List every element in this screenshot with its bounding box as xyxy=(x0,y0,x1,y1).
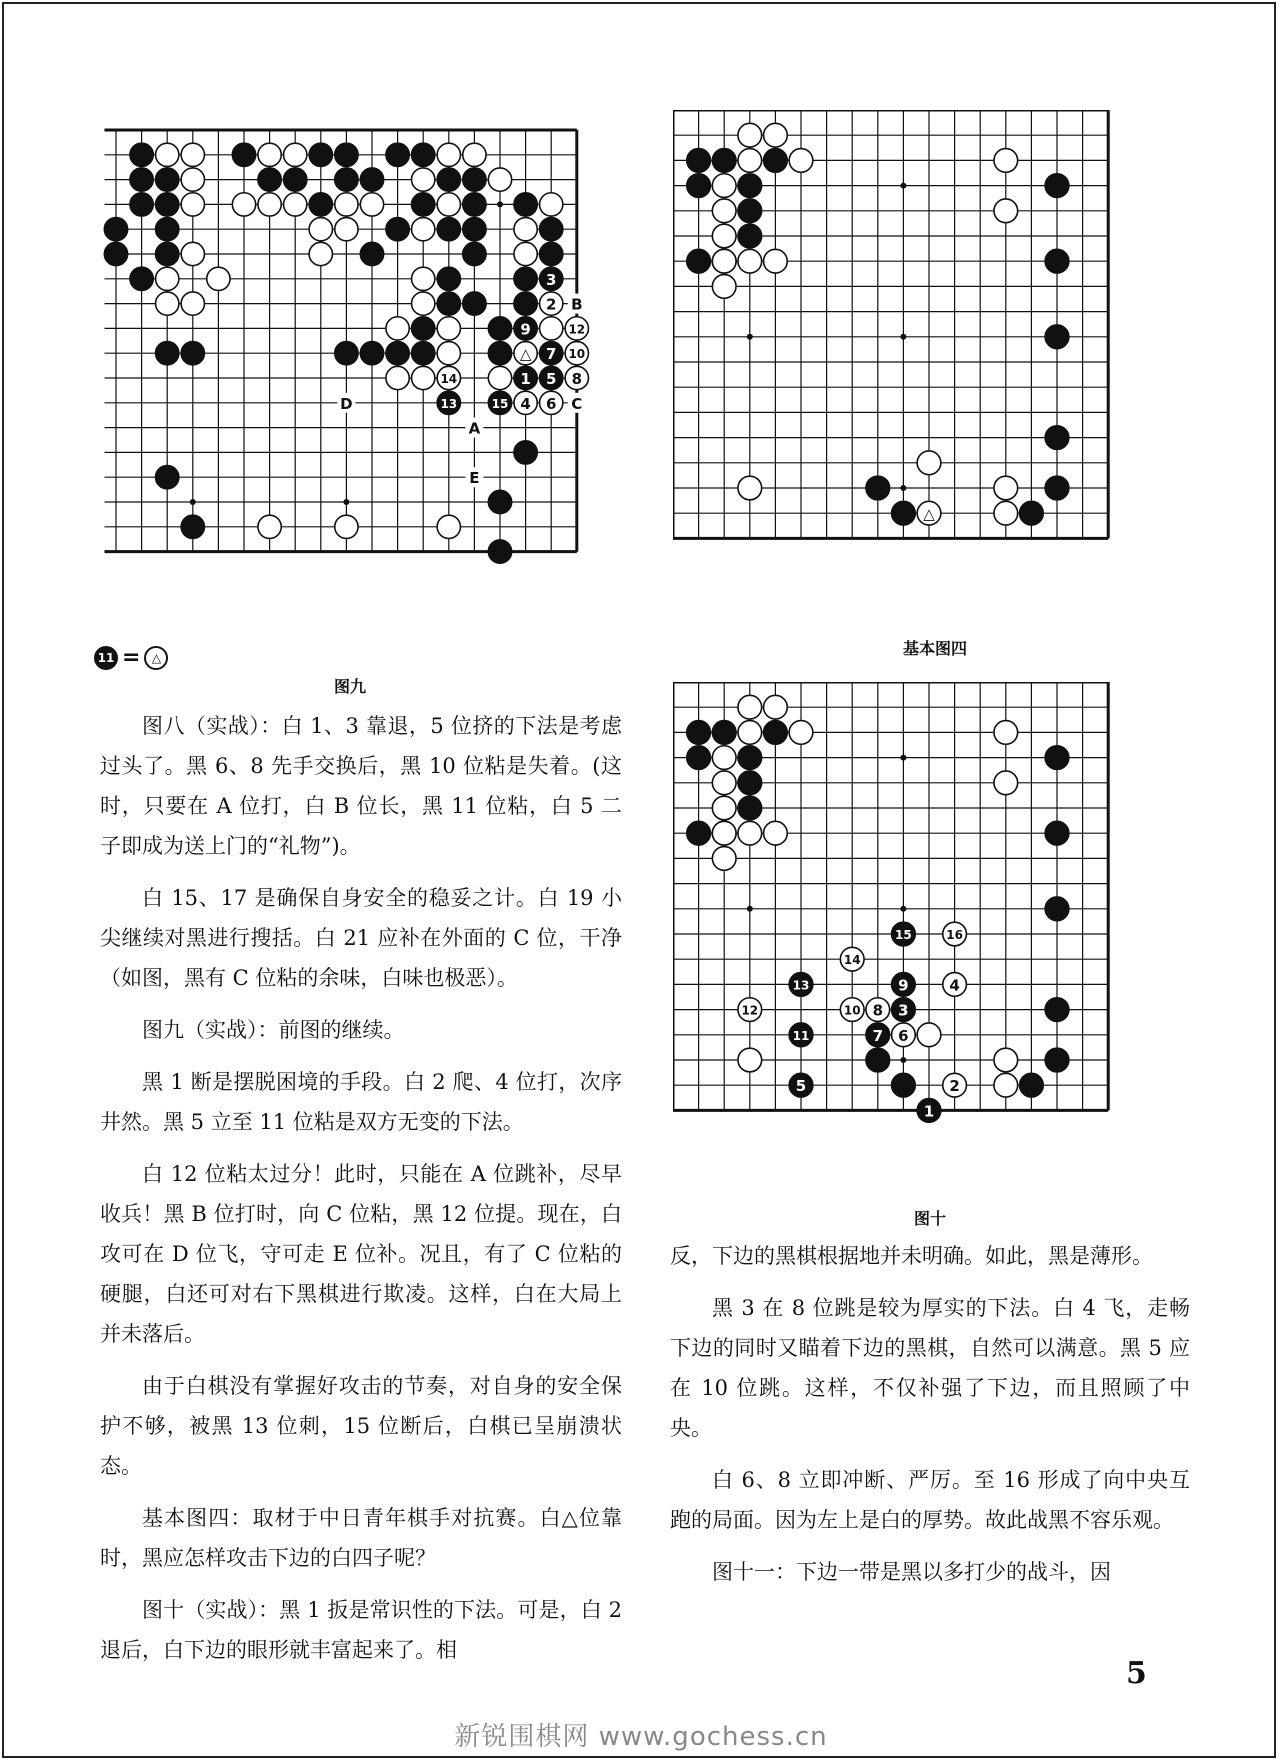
white-stone xyxy=(738,821,762,845)
black-stone xyxy=(156,168,179,191)
stone-number: 7 xyxy=(872,1026,884,1045)
black-stone xyxy=(181,515,204,538)
white-stone xyxy=(309,218,332,241)
stone-number: 7 xyxy=(545,345,557,364)
black-stone xyxy=(156,242,179,265)
left-paragraph-4: 黑 1 断是摆脱困境的手段。白 2 爬、4 位打，次序井然。黑 5 立至 11 位粘是双方无变的下法。 xyxy=(100,1070,622,1134)
left-text-column xyxy=(100,706,622,1682)
black-stone xyxy=(386,342,409,365)
black-stone xyxy=(335,168,358,191)
white-stone xyxy=(386,317,409,340)
black-stone xyxy=(412,193,435,216)
black-stone xyxy=(892,1073,916,1097)
black-stone xyxy=(866,1048,890,1072)
white-stone xyxy=(712,847,736,871)
black-stone xyxy=(130,267,153,290)
white-stone xyxy=(764,123,788,147)
white-stone xyxy=(712,771,736,795)
board-label-D: D xyxy=(340,394,353,413)
note-triangle-stone: △ xyxy=(144,646,168,670)
star-point xyxy=(900,183,906,189)
black-stone xyxy=(130,193,153,216)
white-stone xyxy=(437,342,460,365)
right-paragraph-1: 反，下边的黑棋根据地并未明确。如此，黑是薄形。 xyxy=(670,1244,1153,1268)
white-stone xyxy=(412,292,435,315)
go-board-basic-figure-4 xyxy=(673,110,1193,620)
left-paragraph-2: 白 15、17 是确保自身安全的稳妥之计。白 19 小尖继续对黑进行搜括。白 21 应补在外面的 C 位，干净（如图，黑有 C 位粘的余味，白味也极恶）。 xyxy=(100,886,622,990)
board-label-E: E xyxy=(469,469,480,488)
board-grid xyxy=(104,130,576,552)
white-stone xyxy=(738,249,762,273)
black-stone xyxy=(1045,1048,1069,1072)
stone-number: 8 xyxy=(571,370,583,388)
black-stone xyxy=(335,143,358,166)
white-stone xyxy=(437,143,460,166)
white-stone xyxy=(994,476,1018,500)
white-stone xyxy=(994,1073,1018,1097)
black-stone xyxy=(104,242,127,265)
black-stone xyxy=(309,143,332,166)
stone-number: 16 xyxy=(946,928,963,942)
stone-number: 2 xyxy=(949,1077,960,1096)
stone-number: 14 xyxy=(843,953,861,968)
stone-number: 15 xyxy=(895,928,912,942)
black-stone xyxy=(284,168,307,191)
star-point xyxy=(900,1057,906,1063)
star-point xyxy=(747,334,753,340)
board-label-B: B xyxy=(571,295,583,314)
black-stone xyxy=(130,143,153,166)
white-stone xyxy=(412,366,435,389)
black-stone xyxy=(738,224,762,248)
black-stone xyxy=(181,342,204,365)
white-stone xyxy=(412,267,435,290)
note-equals: = xyxy=(122,645,141,670)
black-stone xyxy=(687,821,711,845)
star-point xyxy=(900,485,906,491)
stone-number: 2 xyxy=(545,295,557,314)
black-stone xyxy=(1045,249,1069,273)
stone-number: 1 xyxy=(923,1102,935,1121)
white-stone xyxy=(335,515,358,538)
white-stone xyxy=(514,242,537,265)
black-stone xyxy=(488,490,511,513)
black-stone xyxy=(437,292,460,315)
board-grid xyxy=(673,682,1108,1110)
figure-10-caption: 图十 xyxy=(913,1209,946,1228)
left-paragraph-7: 基本图四：取材于中日青年棋手对抗赛。白△位靠时，黑应怎样攻击下边的白四子呢？ xyxy=(100,1506,622,1570)
stone-number: 11 xyxy=(792,1028,810,1043)
black-stone xyxy=(488,540,511,563)
stone-number: 3 xyxy=(545,270,557,289)
black-stone xyxy=(892,501,916,525)
right-paragraph-4: 图十一：下边一带是黑以多打少的战斗，因 xyxy=(712,1560,1111,1584)
stone-number: 8 xyxy=(872,1001,884,1020)
white-stone xyxy=(360,193,383,216)
note-black-stone: 11 xyxy=(94,646,118,670)
black-stone xyxy=(687,746,711,770)
black-stone xyxy=(463,218,486,241)
black-stone xyxy=(156,218,179,241)
white-stone xyxy=(488,366,511,389)
black-stone xyxy=(258,168,281,191)
black-stone xyxy=(687,149,711,173)
white-stone xyxy=(738,721,762,745)
black-stone xyxy=(1045,998,1069,1022)
white-stone xyxy=(712,249,736,273)
white-stone xyxy=(463,143,486,166)
board-label-C: C xyxy=(571,394,583,413)
black-stone xyxy=(687,174,711,198)
figure-9-caption: 图九 xyxy=(333,677,366,696)
black-stone xyxy=(463,193,486,216)
black-stone xyxy=(1045,897,1069,921)
black-stone xyxy=(463,292,486,315)
black-stone xyxy=(412,143,435,166)
white-stone xyxy=(309,242,332,265)
left-paragraph-1: 图八（实战）：白 1、3 靠退，5 位挤的下法是考虑过头了。黑 6、8 先手交换后，黑 10 位粘是失着。(这时，只要在 A 位打，白 B 位长，黑 11 位粘，白 5 二子即成为送上门的“礼物”)。 xyxy=(100,714,622,858)
stone-number: 12 xyxy=(568,322,586,337)
white-stone xyxy=(181,168,204,191)
black-stone xyxy=(1045,174,1069,198)
star-point xyxy=(497,201,503,207)
footer-watermark: 新锐围棋网 www.gochess.cn xyxy=(454,1722,828,1752)
white-stone xyxy=(789,721,813,745)
white-stone xyxy=(994,149,1018,173)
black-stone xyxy=(412,317,435,340)
white-stone xyxy=(738,1048,762,1072)
star-point xyxy=(900,334,906,340)
black-stone xyxy=(463,242,486,265)
black-stone xyxy=(104,218,127,241)
white-stone xyxy=(412,168,435,191)
black-stone xyxy=(540,242,563,265)
black-stone xyxy=(386,218,409,241)
black-stone xyxy=(712,149,736,173)
black-stone xyxy=(712,721,736,745)
white-stone xyxy=(738,123,762,147)
white-stone xyxy=(514,218,537,241)
white-stone xyxy=(284,193,307,216)
right-paragraph-3: 白 6、8 立即冲断、严厉。至 16 形成了向中央互跑的局面。因为左上是白的厚势。故此战黑不容乐观。 xyxy=(670,1468,1190,1532)
black-stone xyxy=(437,218,460,241)
white-stone xyxy=(156,267,179,290)
white-stone xyxy=(540,193,563,216)
star-point xyxy=(900,906,906,912)
white-stone xyxy=(488,168,511,191)
white-stone xyxy=(156,143,179,166)
white-stone xyxy=(207,267,230,290)
left-paragraph-6: 由于白棋没有掌握好攻击的节奏，对自身的安全保护不够，被黑 13 位刺，15 位断后，白棋已呈崩溃状态。 xyxy=(100,1374,622,1478)
white-stone xyxy=(917,451,941,475)
black-stone xyxy=(1045,476,1069,500)
right-text-column xyxy=(670,1236,1190,1604)
white-stone xyxy=(386,366,409,389)
white-stone xyxy=(232,193,255,216)
black-stone xyxy=(687,721,711,745)
board-label-A: A xyxy=(468,419,481,438)
white-stone xyxy=(156,292,179,315)
white-stone xyxy=(738,149,762,173)
stone-number: 1 xyxy=(520,370,531,388)
figure-9-note xyxy=(94,645,168,670)
stone-number: 5 xyxy=(545,370,557,388)
black-stone xyxy=(540,218,563,241)
left-paragraph-3: 图九（实战）：前图的继续。 xyxy=(142,1018,405,1042)
star-point xyxy=(190,499,196,505)
black-stone xyxy=(738,199,762,223)
stone-number: 14 xyxy=(440,372,458,386)
white-stone xyxy=(712,275,736,299)
black-stone xyxy=(1045,821,1069,845)
black-stone xyxy=(1045,325,1069,349)
black-stone xyxy=(687,249,711,273)
white-stone xyxy=(994,721,1018,745)
white-stone xyxy=(437,193,460,216)
black-stone xyxy=(738,746,762,770)
numbered-white-stone xyxy=(540,317,563,340)
stone-number: 9 xyxy=(898,976,909,995)
white-stone xyxy=(994,501,1018,525)
white-stone xyxy=(181,292,204,315)
white-stone xyxy=(335,218,358,241)
white-stone xyxy=(738,695,762,719)
white-stone xyxy=(335,193,358,216)
black-stone xyxy=(437,168,460,191)
black-stone xyxy=(386,143,409,166)
white-stone xyxy=(437,515,460,538)
stone-number: 9 xyxy=(520,320,531,339)
black-stone xyxy=(764,149,788,173)
stone-number: 4 xyxy=(949,976,960,995)
black-stone xyxy=(1020,1073,1044,1097)
stone-number: 5 xyxy=(795,1077,807,1096)
left-paragraph-5: 白 12 位粘太过分！此时，只能在 A 位跳补，尽早收兵！黑 B 位打时，向 C 位粘，黑 12 位提。现在，白攻可在 D 位飞，守可走 E 位补。况且，有了 C 位粘的硬腿，白还可对右下黑棋进行欺凌。这样，白在大局上并未落后。 xyxy=(100,1162,622,1346)
black-stone xyxy=(738,174,762,198)
white-stone xyxy=(712,746,736,770)
white-stone xyxy=(789,149,813,173)
white-stone xyxy=(712,821,736,845)
stone-number: 4 xyxy=(520,394,531,413)
black-stone xyxy=(1020,501,1044,525)
go-board-figure-9 xyxy=(90,104,618,626)
white-stone xyxy=(181,143,204,166)
white-stone xyxy=(181,193,204,216)
black-stone xyxy=(412,342,435,365)
white-stone xyxy=(764,249,788,273)
basic-figure-4-caption: 基本图四 xyxy=(902,639,967,658)
white-stone xyxy=(764,695,788,719)
white-stone xyxy=(994,771,1018,795)
white-stone xyxy=(712,174,736,198)
white-stone xyxy=(764,821,788,845)
black-stone xyxy=(764,721,788,745)
white-stone xyxy=(738,476,762,500)
white-stone xyxy=(258,143,281,166)
black-stone xyxy=(156,466,179,489)
stone-number: 10 xyxy=(843,1003,861,1018)
white-stone xyxy=(258,515,281,538)
black-stone xyxy=(463,168,486,191)
black-stone xyxy=(309,193,332,216)
star-point xyxy=(343,499,349,505)
go-board-figure-10 xyxy=(673,682,1193,1194)
stone-number: 6 xyxy=(898,1026,909,1045)
black-stone xyxy=(866,476,890,500)
black-stone xyxy=(232,143,255,166)
white-stone xyxy=(712,796,736,820)
white-stone xyxy=(712,199,736,223)
white-stone xyxy=(994,199,1018,223)
white-stone xyxy=(412,218,435,241)
black-stone xyxy=(738,796,762,820)
stone-number: 10 xyxy=(568,347,586,362)
black-stone xyxy=(156,342,179,365)
stone-number: 15 xyxy=(491,396,509,411)
black-stone xyxy=(360,342,383,365)
black-stone xyxy=(335,342,358,365)
white-stone xyxy=(994,1048,1018,1072)
left-paragraph-8: 图十（实战）：黑 1 扳是常识性的下法。可是，白 2 退后，白下边的眼形就丰富起来了。相 xyxy=(100,1598,622,1662)
star-point xyxy=(900,755,906,761)
stone-number: 6 xyxy=(545,394,557,413)
black-stone xyxy=(738,771,762,795)
black-stone xyxy=(1045,746,1069,770)
black-stone xyxy=(488,317,511,340)
white-stone xyxy=(181,242,204,265)
black-stone xyxy=(360,168,383,191)
right-paragraph-2: 黑 3 在 8 位跳是较为厚实的下法。白 4 飞，走畅下边的同时又瞄着下边的黑棋，自然可以满意。黑 5 应在 10 位跳。这样，不仅补强了下边，而且照顾了中央。 xyxy=(670,1296,1190,1440)
stone-number: △ xyxy=(923,505,935,524)
page-number: 5 xyxy=(1126,1656,1147,1691)
star-point xyxy=(747,906,753,912)
stone-number: 13 xyxy=(792,978,810,993)
black-stone xyxy=(514,193,537,216)
stone-number: 13 xyxy=(440,396,458,411)
black-stone xyxy=(488,342,511,365)
white-stone xyxy=(437,317,460,340)
black-stone xyxy=(130,168,153,191)
black-stone xyxy=(1045,426,1069,450)
board-grid xyxy=(673,110,1108,538)
stone-number: 3 xyxy=(898,1001,909,1020)
white-stone xyxy=(917,1023,941,1047)
black-stone xyxy=(514,292,537,315)
white-stone xyxy=(284,143,307,166)
white-stone xyxy=(712,224,736,248)
white-stone xyxy=(258,193,281,216)
stone-number: △ xyxy=(519,345,532,364)
black-stone xyxy=(156,193,179,216)
black-stone xyxy=(514,267,537,290)
black-stone xyxy=(437,267,460,290)
black-stone xyxy=(514,441,537,464)
stone-number: 12 xyxy=(741,1003,759,1018)
black-stone xyxy=(360,242,383,265)
